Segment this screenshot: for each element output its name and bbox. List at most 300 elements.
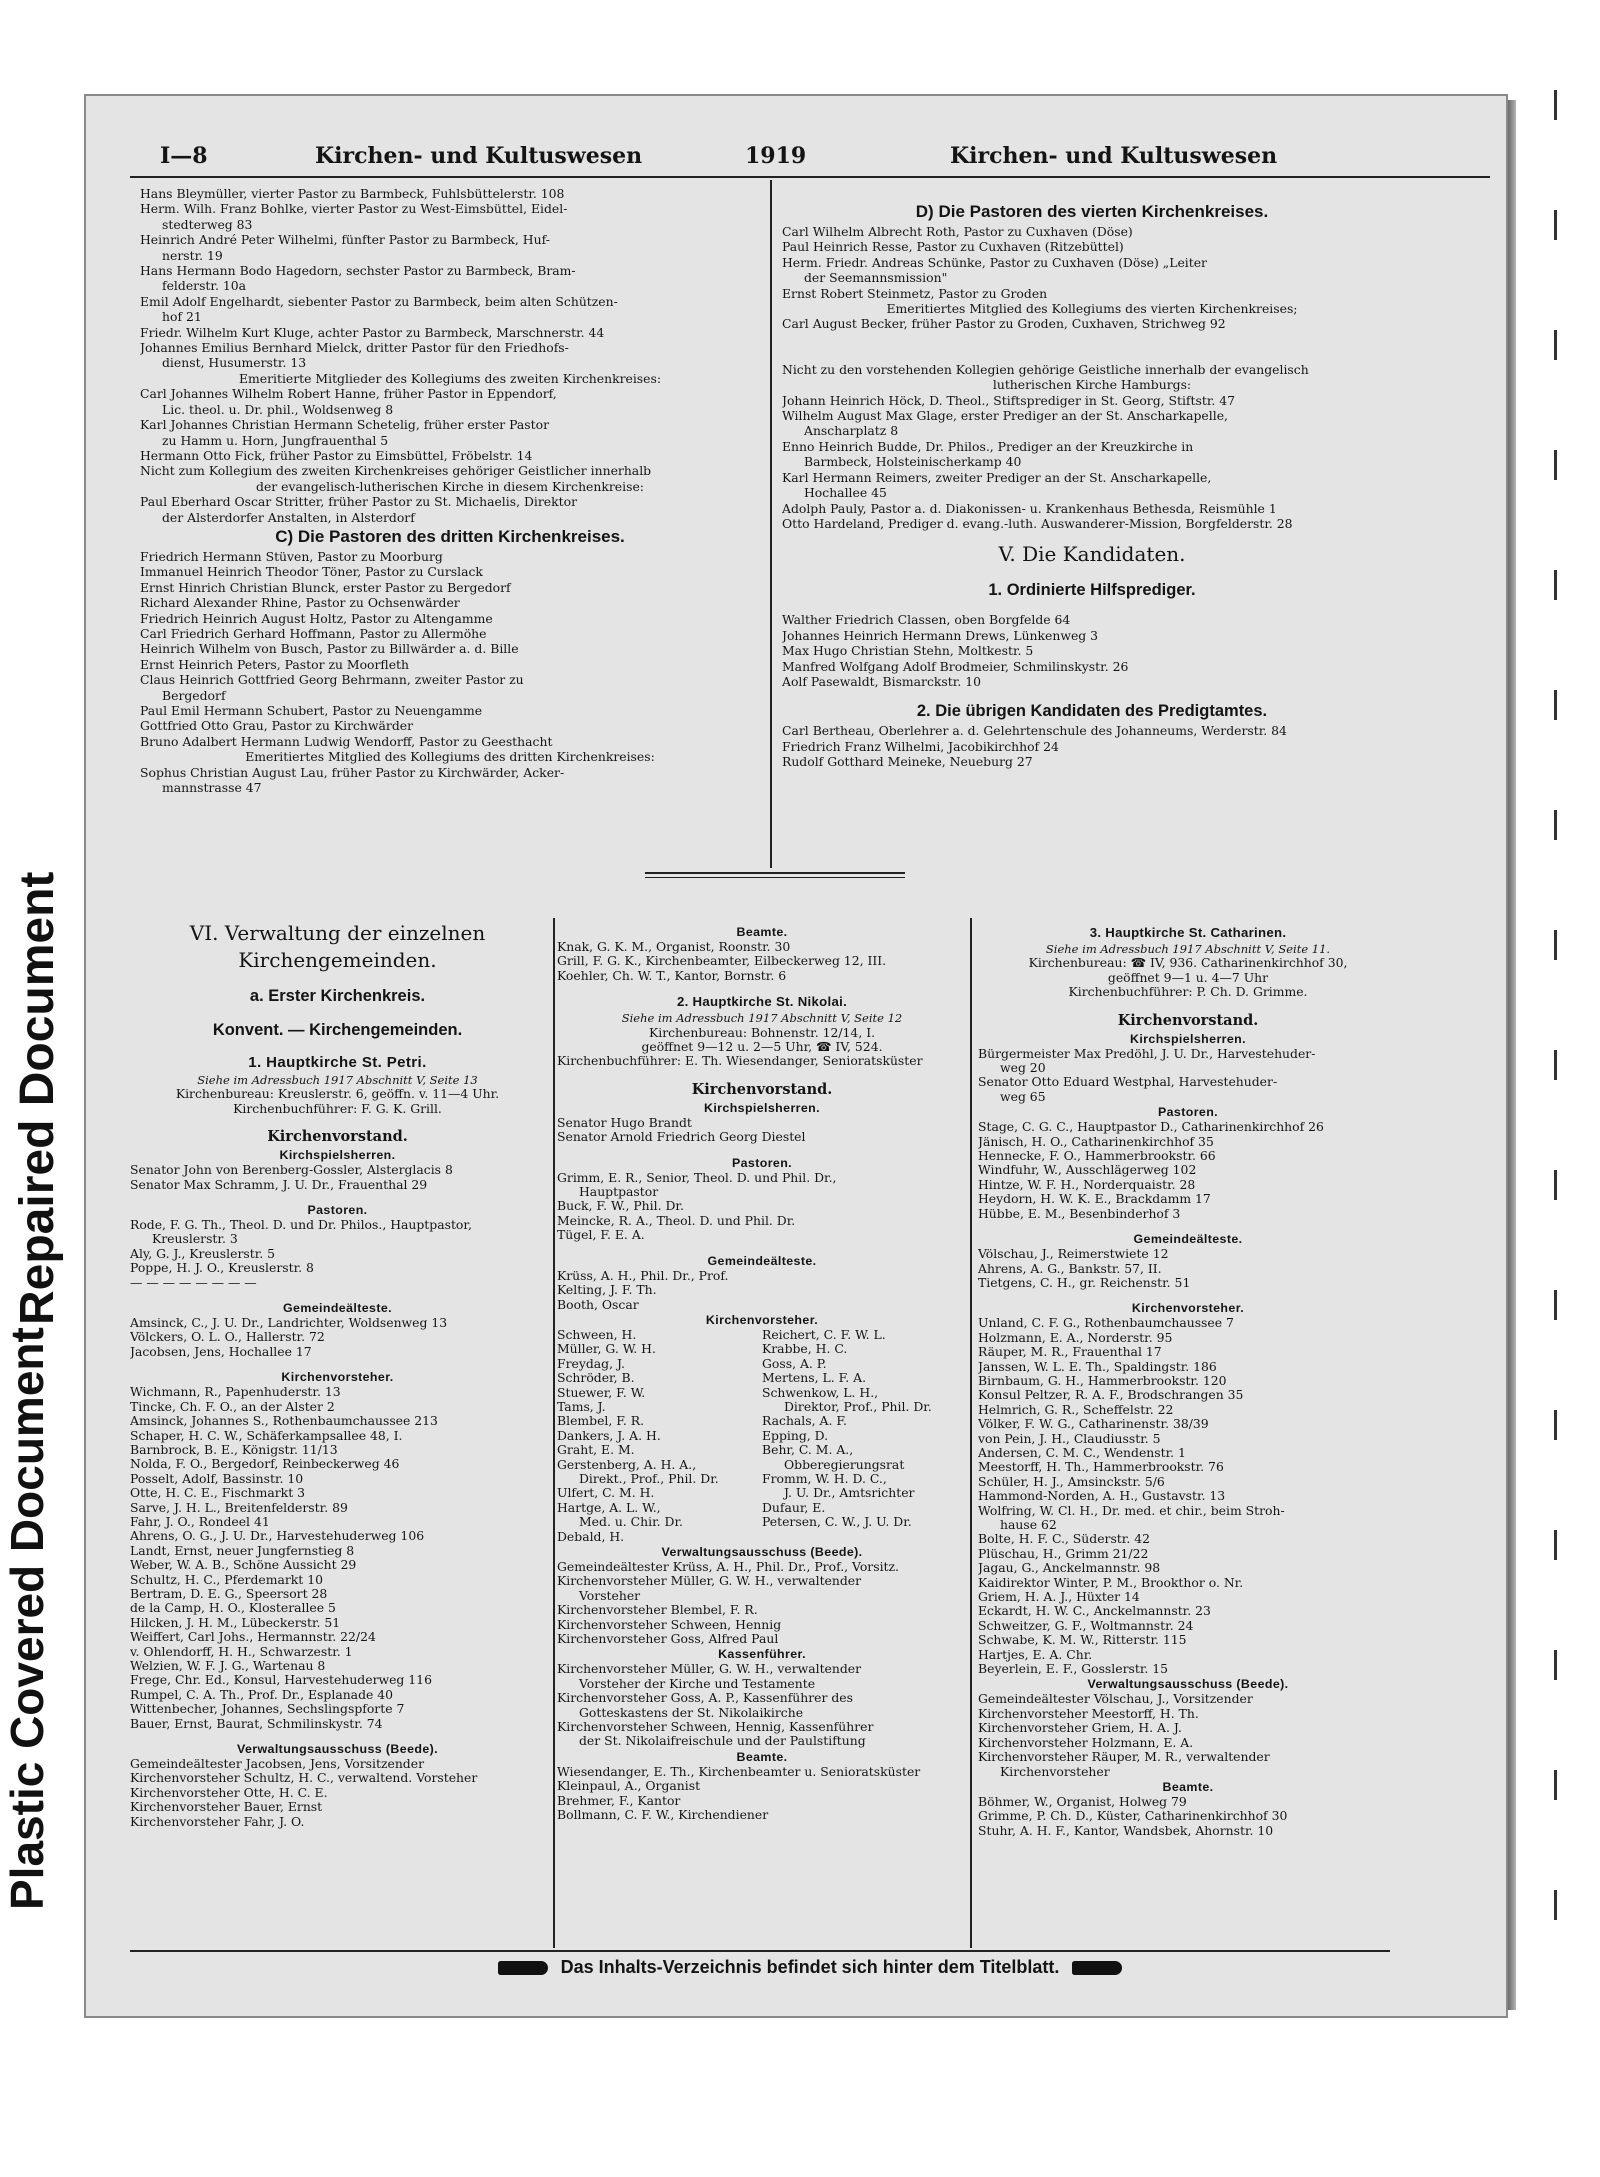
entry-line: Gottfried Otto Grau, Pastor zu Kirchwärder — [140, 718, 414, 734]
spacer — [782, 342, 1402, 352]
member-left: Direkt., Prof., Phil. Dr. — [579, 1471, 719, 1486]
spacer — [782, 332, 1402, 342]
category-heading: Pastoren. — [1157, 1105, 1219, 1120]
category-heading: Beamte. — [736, 1749, 788, 1764]
entry-line: Jagau, G., Anckelmannstr. 98 — [978, 1561, 1161, 1576]
entry-line: Carl Johannes Wilhelm Robert Hanne, früher Pastor in Eppendorf, — [140, 386, 557, 402]
entry-line: Ernst Heinrich Peters, Pastor zu Moorfleth — [140, 656, 409, 672]
entry-line: Kirchenvorsteher Schween, Hennig — [557, 1617, 782, 1632]
office-line: Kirchenbuchführer: P. Ch. D. Grimme. — [1068, 985, 1308, 1000]
section-note: Emeritierte Mitglieder des Kollegiums des zweiten Kirchenkreises: — [238, 370, 662, 386]
entry-line: der St. Nikolaifreischule und der Paulstiftung — [579, 1734, 866, 1749]
section-heading: 2. Die übrigen Kandidaten des Predigtamtes. — [916, 702, 1268, 721]
member-right: Rachals, A. F. — [762, 1414, 847, 1429]
entry-line: Immanuel Heinrich Theodor Töner, Pastor zu Curslack — [140, 564, 483, 580]
entry-line: Unland, C. F. G., Rothenbaumchaussee 7 — [978, 1316, 1234, 1331]
entry-line: Stage, C. G. C., Hauptpastor D., Catharinenkirchhof 26 — [978, 1120, 1324, 1135]
entry-line: Ahrens, A. G., Bankstr. 57, II. — [978, 1261, 1162, 1276]
entry-line: Schweitzer, G. F., Woltmannstr. 24 — [978, 1618, 1194, 1633]
header-rule — [130, 176, 1490, 178]
member-right: Petersen, C. W., J. U. Dr. — [762, 1515, 912, 1530]
entry-line: Enno Heinrich Budde, Dr. Philos., Prediger an der Kreuzkirche in — [782, 438, 1194, 454]
member-left: Graht, E. M. — [557, 1443, 635, 1458]
member-left: Debald, H. — [557, 1529, 625, 1544]
entry-line: Schaper, H. C. W., Schäferkampsallee 48, I. — [130, 1428, 403, 1443]
member-right: Behr, C. M. A., — [762, 1443, 854, 1458]
spacer — [782, 531, 1402, 541]
entry-line: hof 21 — [162, 309, 202, 325]
header-right-title: Kirchen- und Kultuswesen — [950, 143, 1278, 169]
entry-line: Adolph Pauly, Pastor a. d. Diakonissen- u. Krankenhaus Bethesda, Reismühle 1 — [782, 500, 1277, 516]
plastic-covered-label: Plastic Covered Document — [1, 1327, 53, 1910]
page-number: I—8 — [160, 143, 208, 169]
entry-line: Kirchenvorsteher Goss, Alfred Paul — [557, 1632, 779, 1647]
entry-line: Aolf Pasewaldt, Bismarckstr. 10 — [782, 673, 981, 689]
section-note: Nicht zu den vorstehenden Kollegien gehörige Geistliche innerhalb der evangelisch — [782, 361, 1309, 377]
footer-rule — [130, 1950, 1390, 1952]
entry-line: felderstr. 10a — [162, 278, 246, 294]
entry-line: Nolda, F. O., Bergedorf, Reinbeckerweg 46 — [130, 1457, 400, 1472]
entry-line: Buck, F. W., Phil. Dr. — [557, 1199, 684, 1214]
member-left: Blembel, F. R. — [557, 1414, 645, 1429]
entry-line: Jacobsen, Jens, Hochallee 17 — [130, 1344, 312, 1359]
member-left: Schween, H. — [557, 1327, 637, 1342]
entry-line: Tincke, Ch. F. O., an der Alster 2 — [130, 1399, 335, 1414]
spacer — [782, 568, 1402, 578]
entry-line: Schwabe, K. M. W., Ritterstr. 115 — [978, 1633, 1187, 1648]
section-note: Emeritiertes Mitglied des Kollegiums des dritten Kirchenkreises: — [245, 749, 655, 765]
entry-line: Carl Bertheau, Oberlehrer a. d. Gelehrtenschule des Johanneums, Werderstr. 84 — [782, 723, 1287, 739]
entry-line: weg 20 — [1000, 1061, 1046, 1076]
member-left: Gerstenberg, A. H. A., — [557, 1457, 697, 1472]
entry-line: Kirchenvorsteher Meestorff, H. Th. — [978, 1706, 1199, 1721]
spacer — [557, 1069, 967, 1079]
entry-line: Meestorff, H. Th., Hammerbrookstr. 76 — [978, 1460, 1224, 1475]
entry-line: Carl Wilhelm Albrecht Roth, Pastor zu Cuxhaven (Döse) — [782, 224, 1133, 239]
entry-line: Rumpel, C. A. Th., Prof. Dr., Esplanade 40 — [130, 1687, 394, 1702]
church-heading: 1. Hauptkirche St. Petri. — [248, 1054, 427, 1071]
entry-line: Gemeindeältester Jacobsen, Jens, Vorsitzender — [130, 1757, 424, 1772]
entry-line: Hennecke, F. O., Hammerbrookstr. 66 — [978, 1149, 1216, 1164]
entry-line: Paul Heinrich Resse, Pastor zu Cuxhaven (Ritzebüttel) — [782, 239, 1124, 255]
chapter-heading: VI. Verwaltung der einzelnen — [189, 921, 486, 945]
entry-line: zu Hamm u. Horn, Jungfrauenthal 5 — [162, 432, 389, 448]
category-heading: Kassenführer. — [718, 1647, 806, 1662]
entry-line: Otto Hardeland, Prediger d. evang.-luth. Auswanderer-Mission, Borgfelderstr. 28 — [782, 515, 1293, 531]
office-line: Kirchenbureau: ☎ IV, 936. Catharinenkirchhof 30, — [1028, 956, 1348, 971]
entry-line: Carl August Becker, früher Pastor zu Groden, Cuxhaven, Strichweg 92 — [782, 316, 1226, 332]
entry-line: Landt, Ernst, neuer Jungfernstieg 8 — [130, 1543, 355, 1558]
entry-line: Holzmann, E. A., Norderstr. 95 — [978, 1330, 1173, 1345]
entry-line: Heinrich Wilhelm von Busch, Pastor zu Billwärder a. d. Bille — [140, 641, 519, 657]
entry-line: Ernst Hinrich Christian Blunck, erster Pastor zu Bergedorf — [140, 579, 511, 595]
entry-line: Kirchenvorsteher Otte, H. C. E. — [130, 1785, 328, 1800]
entry-line: Kirchenvorsteher Müller, G. W. H., verwaltender — [557, 1574, 862, 1589]
entry-line: Gotteskastens der St. Nikolaikirche — [579, 1705, 804, 1720]
category-heading: Gemeindeälteste. — [282, 1301, 392, 1316]
entry-line: Vorsteher — [579, 1588, 641, 1603]
member-left: Schröder, B. — [557, 1371, 635, 1386]
entry-line: Otte, H. C. E., Fischmarkt 3 — [130, 1486, 305, 1501]
spacer — [130, 1731, 545, 1741]
footer-text: Das Inhalts-Verzeichnis befindet sich hinter dem Titelblatt. — [560, 1957, 1060, 1977]
entry-line: Fahr, J. O., Rondeel 41 — [130, 1514, 270, 1529]
entry-line: Schultz, H. C., Pferdemarkt 10 — [130, 1572, 323, 1587]
entry-line: Amsinck, Johannes S., Rothenbaumchaussee 213 — [130, 1414, 438, 1429]
section-note: lutherischen Kirche Hamburgs: — [992, 377, 1192, 393]
entry-line: Janssen, W. L. E. Th., Spaldingstr. 186 — [978, 1359, 1217, 1374]
entry-line: Rode, F. G. Th., Theol. D. und Dr. Philos., Hauptpastor, — [130, 1218, 472, 1233]
entry-line: Kirchenvorsteher Fahr, J. O. — [130, 1814, 305, 1829]
bottom-column-3 — [978, 924, 1398, 1838]
reference-note: Siehe im Adressbuch 1917 Abschnitt V, Seite 13 — [197, 1073, 478, 1087]
entry-line: Hintze, W. F. H., Norderquaistr. 28 — [978, 1177, 1196, 1192]
entry-line: dienst, Husumerstr. 13 — [162, 355, 307, 371]
entry-line: Gemeindeältester Völschau, J., Vorsitzender — [978, 1692, 1253, 1707]
entry-line: Bolte, H. F. C., Süderstr. 42 — [978, 1532, 1150, 1547]
spacer — [557, 1145, 967, 1155]
entry-line: Ernst Robert Steinmetz, Pastor zu Groden — [782, 285, 1048, 301]
spacer — [978, 1290, 1398, 1300]
member-left: Dankers, J. A. H. — [557, 1428, 661, 1443]
entry-line: Sophus Christian August Lau, früher Pastor zu Kirchwärder, Acker- — [140, 764, 565, 780]
entry-line: Emil Adolf Engelhardt, siebenter Pastor zu Barmbeck, beim alten Schützen- — [140, 293, 618, 309]
entry-line: der Seemannsmission" — [804, 270, 948, 286]
member-right: Dufaur, E. — [762, 1500, 826, 1515]
bottom-column-2 — [557, 924, 967, 1823]
entry-line: Grimme, P. Ch. D., Küster, Catharinenkirchhof 30 — [978, 1809, 1288, 1824]
entry-line: Manfred Wolfgang Adolf Brodmeier, Schmilinskystr. 26 — [782, 658, 1129, 674]
entry-line: Kirchenvorsteher Schween, Hennig, Kassenführer — [557, 1720, 874, 1735]
category-heading: Gemeindeälteste. — [707, 1253, 817, 1268]
category-heading: Beamte. — [736, 925, 788, 939]
entry-line: Konsul Peltzer, R. A. F., Brodschrangen 35 — [978, 1388, 1244, 1403]
category-heading: Kirchspielsherren. — [1129, 1031, 1246, 1046]
chapter-heading: Kirchengemeinden. — [238, 948, 437, 972]
spacer — [130, 1359, 545, 1369]
entry-line: Paul Eberhard Oscar Stritter, früher Pastor zu St. Michaelis, Direktor — [140, 494, 577, 510]
entry-line: Posselt, Adolf, Bassinstr. 10 — [130, 1471, 304, 1486]
top-right-column — [782, 200, 1402, 770]
category-heading: Pastoren. — [307, 1203, 368, 1218]
entry-line: Koehler, Ch. W. T., Kantor, Bornstr. 6 — [557, 968, 787, 983]
entry-line: de la Camp, H. O., Klosterallee 5 — [130, 1601, 336, 1616]
subheading: Kirchenvorstand. — [691, 1080, 833, 1098]
entry-line: Herm. Friedr. Andreas Schünke, Pastor zu Cuxhaven (Döse) „Leiter — [782, 254, 1207, 270]
member-left: Stuewer, F. W. — [557, 1385, 646, 1400]
church-heading: 3. Hauptkirche St. Catharinen. — [1089, 925, 1287, 940]
entry-line: Bürgermeister Max Predöhl, J. U. Dr., Harvestehuder- — [978, 1046, 1316, 1061]
entry-line: Kirchenvorsteher Räuper, M. R., verwaltender — [978, 1750, 1270, 1765]
pointing-hand-icon — [1072, 1961, 1122, 1975]
entry-line: Helmrich, G. R., Scheffelstr. 22 — [978, 1402, 1174, 1417]
entry-line: Andersen, C. M. C., Wendenstr. 1 — [978, 1445, 1186, 1460]
entry-line: der Alsterdorfer Anstalten, in Alsterdorf — [162, 509, 415, 525]
entry-line: Rudolf Gotthard Meineke, Neueburg 27 — [782, 754, 1033, 770]
top-column-divider — [770, 180, 772, 868]
member-right: Schwenkow, L. H., — [762, 1385, 879, 1400]
member-right: J. U. Dr., Amtsrichter — [784, 1486, 915, 1501]
office-line: geöffnet 9—1 u. 4—7 Uhr — [1107, 970, 1269, 985]
entry-line: Karl Johannes Christian Hermann Schetelig, früher erster Pastor — [140, 417, 550, 433]
entry-line: Brehmer, F., Kantor — [557, 1793, 681, 1808]
entry-line: Carl Friedrich Gerhard Hoffmann, Pastor zu Allermöhe — [140, 625, 487, 641]
reference-note: Siehe im Adressbuch 1917 Abschnitt V, Seite 11. — [1045, 942, 1331, 956]
footer-note — [360, 1957, 1260, 1978]
entry-line: Eckardt, H. W. C., Anckelmannstr. 23 — [978, 1604, 1211, 1619]
entry-line: Johannes Emilius Bernhard Mielck, dritter Pastor für den Friedhofs- — [140, 340, 569, 356]
entry-line: nerstr. 19 — [162, 247, 223, 263]
section-separator — [645, 872, 905, 874]
entry-line: Senator Otto Eduard Westphal, Harvestehuder- — [978, 1075, 1278, 1090]
entry-line: Aly, G. J., Kreuslerstr. 5 — [130, 1246, 276, 1261]
entry-line: v. Ohlendorff, H. H., Schwarzestr. 1 — [130, 1644, 353, 1659]
church-heading: 2. Hauptkirche St. Nikolai. — [676, 994, 848, 1010]
entry-line: Hans Hermann Bodo Hagedorn, sechster Pastor zu Barmbeck, Bram- — [140, 263, 576, 279]
spacer — [557, 983, 967, 993]
entry-line: Hübbe, E. M., Besenbinderhof 3 — [978, 1206, 1181, 1221]
entry-line: Senator Max Schramm, J. U. Dr., Frauenthal 29 — [130, 1177, 428, 1192]
bottom-column-divider-2 — [970, 918, 972, 1948]
header-year: 1919 — [745, 143, 807, 169]
spacer — [130, 1042, 545, 1052]
entry-line: Anscharplatz 8 — [804, 423, 899, 439]
category-heading: Verwaltungsausschuss (Beede). — [1087, 1677, 1289, 1692]
member-right — [762, 1530, 967, 1544]
entry-line: Bergedorf — [162, 687, 226, 703]
entry-line: Senator John von Berenberg-Gossler, Alsterglacis 8 — [130, 1163, 453, 1178]
running-header — [160, 143, 1490, 173]
office-line: Kirchenbuchführer: F. G. K. Grill. — [233, 1101, 442, 1116]
entry-line: Claus Heinrich Gottfried Georg Behrmann, zweiter Pastor zu — [140, 672, 524, 688]
entry-line: Bertram, D. E. G., Speersort 28 — [130, 1586, 328, 1601]
entry-line: Grimm, E. R., Senior, Theol. D. und Phil. Dr., — [557, 1170, 837, 1185]
member-left: Ulfert, C. M. H. — [557, 1486, 655, 1501]
entry-line: Frege, Chr. Ed., Konsul, Harvestehuderweg 116 — [130, 1673, 432, 1688]
member-left: Med. u. Chir. Dr. — [579, 1515, 683, 1530]
entry-line: Schüler, H. J., Amsinckstr. 5/6 — [978, 1474, 1165, 1489]
entry-line: Meincke, R. A., Theol. D. und Phil. Dr. — [557, 1213, 796, 1228]
entry-line: Heydorn, H. W. K. E., Brackdamm 17 — [978, 1192, 1211, 1207]
dash-separator: — — — — — — — — — [130, 1275, 257, 1290]
section-note: der evangelisch-lutherischen Kirche in diesem Kirchenkreise: — [256, 478, 644, 494]
entry-line: Tügel, F. E. A. — [557, 1228, 645, 1243]
entry-line: Herm. Wilh. Franz Bohlke, vierter Pastor zu West-Eimsbüttel, Eidel- — [140, 201, 568, 217]
spacer — [130, 1290, 545, 1300]
entry-line: Vorsteher der Kirche und Testamente — [579, 1676, 816, 1691]
top-left-column — [140, 186, 760, 795]
entry-line: Wiesendanger, E. Th., Kirchenbeamter u. Senioratsküster — [557, 1764, 921, 1779]
entry-line: Stuhr, A. H. F., Kantor, Wandsbek, Ahornstr. 10 — [978, 1823, 1274, 1838]
chapter-heading: V. Die Kandidaten. — [998, 542, 1186, 567]
entry-line: Hochallee 45 — [804, 485, 887, 501]
entry-line: Max Hugo Christian Stehn, Moltkestr. 5 — [782, 643, 1034, 659]
entry-line: Völschau, J., Reimerstwiete 12 — [978, 1247, 1169, 1262]
entry-line: Kirchenvorsteher Blembel, F. R. — [557, 1603, 758, 1618]
entry-line: Barnbrock, B. E., Königstr. 11/13 — [130, 1442, 338, 1457]
entry-line: stedterweg 83 — [162, 216, 253, 232]
entry-line: Beyerlein, E. F., Gosslerstr. 15 — [978, 1662, 1169, 1677]
entry-line: Booth, Oscar — [557, 1297, 639, 1312]
category-heading: Kirchenvorsteher. — [705, 1312, 819, 1327]
section-note: Emeritiertes Mitglied des Kollegiums des vierten Kirchenkreises; — [886, 301, 1298, 317]
entry-line: Friedrich Heinrich August Holtz, Pastor zu Altengamme — [140, 610, 493, 626]
entry-line: Bauer, Ernst, Baurat, Schmilinskystr. 74 — [130, 1716, 383, 1731]
entry-line: Weiffert, Carl Johs., Hermannstr. 22/24 — [130, 1630, 376, 1645]
entry-line: Bruno Adalbert Hermann Ludwig Wendorff, Pastor zu Geesthacht — [140, 733, 553, 749]
entry-line: Sarve, J. H. L., Breitenfelderstr. 89 — [130, 1500, 348, 1515]
subheading: Kirchenvorstand. — [1117, 1011, 1259, 1029]
section-heading: Konvent. — Kirchengemeinden. — [212, 1021, 463, 1039]
entry-line: Wichmann, R., Papenhuderstr. 13 — [130, 1385, 341, 1400]
entry-line: Kirchenvorsteher Griem, H. A. J. — [978, 1721, 1182, 1736]
spacer — [557, 1243, 967, 1253]
repaired-document-label: Repaired Document — [11, 871, 64, 1325]
entry-line: Jänisch, H. O., Catharinenkirchhof 35 — [978, 1134, 1214, 1149]
member-left: Hartge, A. L. W., — [557, 1500, 661, 1515]
entry-line: Johannes Heinrich Hermann Drews, Lünkenweg 3 — [782, 627, 1099, 643]
entry-line: mannstrasse 47 — [162, 780, 262, 796]
edge-marks — [1548, 90, 1562, 2020]
entry-line: Hartjes, E. A. Chr. — [978, 1647, 1093, 1662]
spacer — [782, 689, 1402, 699]
section-note: Nicht zum Kollegium des zweiten Kirchenkreises gehöriger Geistlicher innerhalb — [140, 463, 652, 479]
category-heading: Pastoren. — [731, 1155, 793, 1170]
entry-line: Barmbeck, Holsteinischerkamp 40 — [804, 454, 1022, 470]
section-heading: D) Die Pastoren des vierten Kirchenkreises. — [915, 202, 1269, 221]
entry-line: Räuper, M. R., Frauenthal 17 — [978, 1345, 1162, 1360]
entry-line: Hilcken, J. H. M., Lübeckerstr. 51 — [130, 1615, 341, 1630]
entry-line: Windfuhr, W., Ausschlägerweg 102 — [978, 1163, 1197, 1178]
entry-line: Birnbaum, G. H., Hammerbrookstr. 120 — [978, 1373, 1227, 1388]
entry-line: Kelting, J. F. Th. — [557, 1283, 657, 1298]
spacer — [978, 1000, 1398, 1010]
spacer — [782, 602, 1402, 612]
entry-line: Heinrich André Peter Wilhelmi, fünfter Pastor zu Barmbeck, Huf- — [140, 232, 550, 248]
entry-line: Weber, W. A. B., Schöne Aussicht 29 — [130, 1558, 357, 1573]
entry-line: Walther Friedrich Classen, oben Borgfelde 64 — [782, 612, 1071, 628]
entry-line: Hauptpastor — [579, 1185, 659, 1200]
entry-line: weg 65 — [1000, 1089, 1046, 1104]
category-heading: Verwaltungsausschuss (Beede). — [237, 1742, 438, 1757]
entry-line: hause 62 — [1000, 1518, 1057, 1532]
bottom-column-divider-1 — [553, 918, 555, 1948]
subheading: Kirchenvorstand. — [267, 1128, 408, 1146]
bottom-column-1 — [130, 920, 545, 1829]
entry-line: Krüss, A. H., Phil. Dr., Prof. — [557, 1268, 729, 1283]
entry-line: Johann Heinrich Höck, D. Theol., Stiftsprediger in St. Georg, Stiftstr. 47 — [782, 392, 1236, 408]
category-heading: Kirchenvorsteher. — [281, 1370, 394, 1385]
entry-line: Kirchenvorsteher Goss, A. P., Kassenführer des — [557, 1691, 853, 1706]
member-left: Müller, G. W. H. — [557, 1342, 656, 1357]
spacer — [782, 352, 1402, 362]
entry-line: Amsinck, C., J. U. Dr., Landrichter, Woldsenweg 13 — [130, 1316, 448, 1331]
member-left: Freydag, J. — [557, 1356, 625, 1371]
entry-line: Hammond-Norden, A. H., Gustavstr. 13 — [978, 1489, 1226, 1504]
entry-line: Kirchenvorsteher Bauer, Ernst — [130, 1800, 323, 1815]
entry-line: Kirchenvorsteher Schultz, H. C., verwaltend. Vorsteher — [130, 1771, 478, 1786]
spacer — [130, 1116, 545, 1126]
entry-line: Senator Hugo Brandt — [557, 1115, 692, 1130]
member-right: Goss, A. P. — [762, 1356, 827, 1371]
entry-line: Welzien, W. F. J. G., Wartenau 8 — [130, 1659, 326, 1673]
kirchenvorsteher-grid — [557, 1328, 967, 1544]
office-line: Kirchenbureau: Bohnenstr. 12/14, I. — [648, 1025, 876, 1040]
category-heading: Gemeindeälteste. — [1133, 1232, 1243, 1247]
entry-line: Paul Emil Hermann Schubert, Pastor zu Neuengamme — [140, 703, 483, 718]
entry-line: Griem, H. A. J., Hüxter 14 — [978, 1590, 1140, 1605]
entry-line: von Pein, J. H., Claudiusstr. 5 — [978, 1431, 1161, 1446]
entry-line: Gemeindeältester Krüss, A. H., Phil. Dr., Prof., Vorsitz. — [557, 1560, 899, 1574]
category-heading: Verwaltungsausschuss (Beede). — [661, 1545, 863, 1559]
office-line: Kirchenbureau: Kreuslerstr. 6, geöffn. v. 11—4 Uhr. — [175, 1087, 500, 1102]
section-heading: C) Die Pastoren des dritten Kirchenkreises. — [275, 526, 625, 546]
entry-line: Hermann Otto Fick, früher Pastor zu Eimsbüttel, Fröbelstr. 14 — [140, 447, 533, 463]
section-heading: 1. Ordinierte Hilfsprediger. — [988, 581, 1196, 600]
entry-line: Kirchenvorsteher — [1000, 1764, 1110, 1779]
entry-line: Kirchenvorsteher Müller, G. W. H., verwaltender — [557, 1662, 862, 1677]
entry-line: Kaidirektor Winter, P. M., Brookthor o. Nr. — [978, 1575, 1244, 1590]
entry-line: Hans Bleymüller, vierter Pastor zu Barmbeck, Fuhlsbüttelerstr. 108 — [140, 186, 565, 201]
entry-line: Karl Hermann Reimers, zweiter Prediger an der St. Anscharkapelle, — [782, 469, 1212, 485]
entry-line: Wilhelm August Max Glage, erster Prediger an der St. Anscharkapelle, — [782, 408, 1228, 424]
entry-line: Plüschau, H., Grimm 21/22 — [978, 1546, 1149, 1561]
entry-line: Friedrich Franz Wilhelmi, Jacobikirchhof 24 — [782, 738, 1059, 754]
entry-line: Wolfring, W. Cl. H., Dr. med. et chir., beim Stroh- — [978, 1503, 1285, 1518]
reference-note: Siehe im Adressbuch 1917 Abschnitt V, Seite 12 — [621, 1011, 903, 1026]
entry-line: Ahrens, O. G., J. U. Dr., Harvestehuderweg 106 — [130, 1529, 425, 1544]
entry-line: Völker, F. W. G., Catharinenstr. 38/39 — [978, 1417, 1209, 1432]
office-line: geöffnet 9—12 u. 2—5 Uhr, ☎ IV, 524. — [641, 1040, 883, 1055]
spacer — [130, 1008, 545, 1018]
member-right: Epping, D. — [762, 1428, 829, 1443]
entry-line: Bollmann, C. F. W., Kirchendiener — [557, 1808, 769, 1823]
entry-line: Völckers, O. L. O., Hallerstr. 72 — [130, 1330, 325, 1345]
category-heading: Kirchenvorsteher. — [1131, 1301, 1245, 1316]
scan-margin — [0, 0, 62, 2177]
entry-line: Kirchenvorsteher Holzmann, E. A. — [978, 1735, 1194, 1750]
section-heading: a. Erster Kirchenkreis. — [249, 987, 426, 1005]
member-right: Krabbe, H. C. — [762, 1342, 848, 1357]
category-heading: Kirchspielsherren. — [703, 1100, 820, 1115]
header-left-title: Kirchen- und Kultuswesen — [315, 143, 643, 169]
spacer — [978, 1221, 1398, 1231]
entry-line: Friedrich Hermann Stüven, Pastor zu Moorburg — [140, 548, 443, 564]
entry-line: Tietgens, C. H., gr. Reichenstr. 51 — [978, 1275, 1191, 1290]
spacer — [130, 974, 545, 984]
entry-line: Knak, G. K. M., Organist, Roonstr. 30 — [557, 940, 791, 954]
member-right: Mertens, L. F. A. — [762, 1371, 867, 1386]
entry-line: Grill, F. G. K., Kirchenbeamter, Eilbeckerweg 12, III. — [557, 954, 887, 969]
entry-line: Poppe, H. J. O., Kreuslerstr. 8 — [130, 1261, 314, 1276]
section-separator-thin — [645, 877, 905, 878]
entry-line: Lic. theol. u. Dr. phil., Woldsenweg 8 — [162, 401, 394, 417]
entry-line: Wittenbecher, Johannes, Sechslingspforte 7 — [130, 1702, 405, 1717]
member-right: Obberegierungsrat — [784, 1457, 905, 1472]
member-right: Direktor, Prof., Phil. Dr. — [784, 1399, 932, 1414]
entry-line: Senator Arnold Friedrich Georg Diestel — [557, 1130, 806, 1145]
entry-line: Böhmer, W., Organist, Holweg 79 — [978, 1794, 1187, 1809]
member-right: Reichert, C. F. W. L. — [762, 1327, 886, 1342]
member-right: Fromm, W. H. D. C., — [762, 1471, 887, 1486]
spacer — [130, 1192, 545, 1202]
entry-line: Kleinpaul, A., Organist — [557, 1779, 701, 1794]
office-line: Kirchenbuchführer: E. Th. Wiesendanger, Senioratsküster — [557, 1054, 923, 1069]
member-left: Tams, J. — [557, 1399, 606, 1414]
entry-line: Kreuslerstr. 3 — [152, 1232, 238, 1247]
pointing-hand-icon — [498, 1961, 548, 1975]
entry-line: Friedr. Wilhelm Kurt Kluge, achter Pastor zu Barmbeck, Marschnerstr. 44 — [140, 324, 605, 340]
